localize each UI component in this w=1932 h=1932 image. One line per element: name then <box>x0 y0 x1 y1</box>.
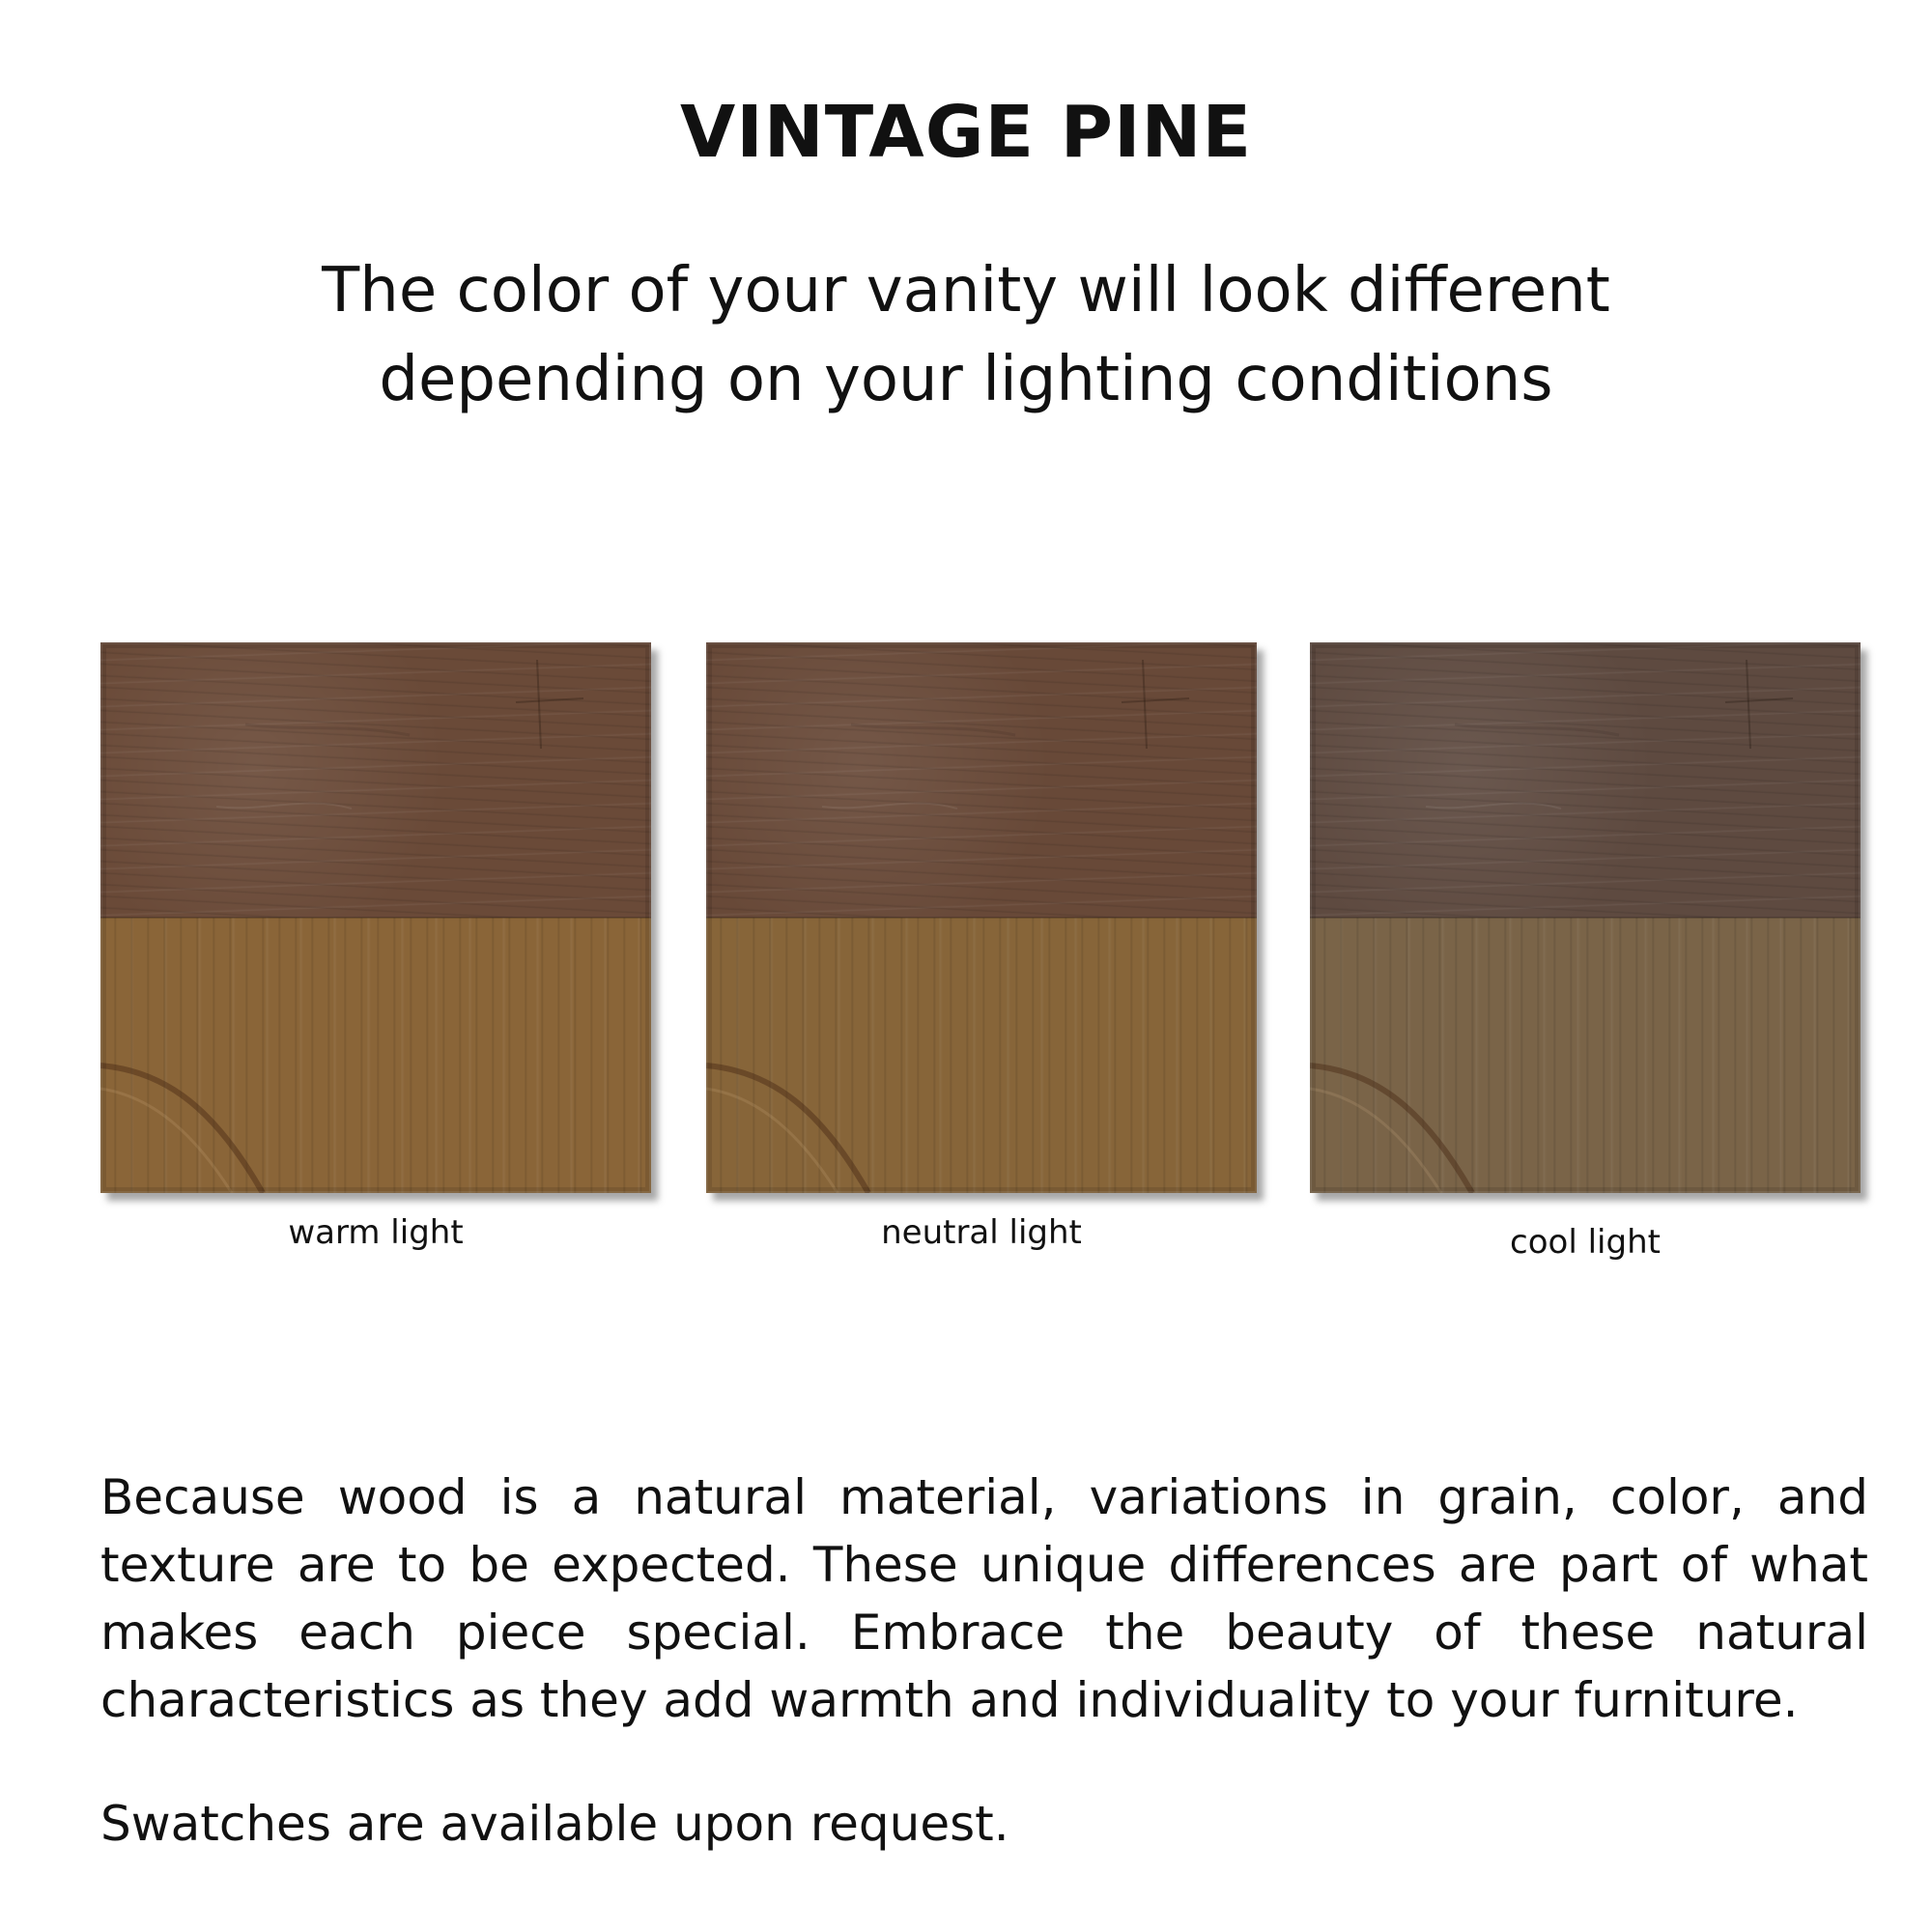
swatch-label-neutral: neutral light <box>881 1213 1082 1252</box>
swatch-request-note: Swatches are available upon request. <box>100 1796 1009 1852</box>
swatch-bevel <box>1310 642 1861 1193</box>
wood-swatch-warm <box>100 642 651 1193</box>
wood-swatch-neutral <box>706 642 1257 1193</box>
wood-swatch-cool <box>1310 642 1861 1193</box>
wood-variation-paragraph: Because wood is a natural material, variations in grain, color, and texture are to be expected. These unique differences are part of what makes each piece special. Embrace the beauty of these natural characteristics as they add warmth and individuality to your furniture. <box>100 1469 1868 1728</box>
swatch-bevel <box>100 642 651 1193</box>
page-title: VINTAGE PINE <box>679 91 1253 174</box>
subtitle-line-1: The color of your vanity will look different <box>322 255 1610 327</box>
subtitle-line-2: depending on your lighting conditions <box>379 344 1553 415</box>
swatch-label-warm: warm light <box>288 1213 464 1252</box>
lighting-subtitle <box>242 246 1690 424</box>
swatch-bevel <box>706 642 1257 1193</box>
swatch-label-cool: cool light <box>1510 1223 1661 1262</box>
